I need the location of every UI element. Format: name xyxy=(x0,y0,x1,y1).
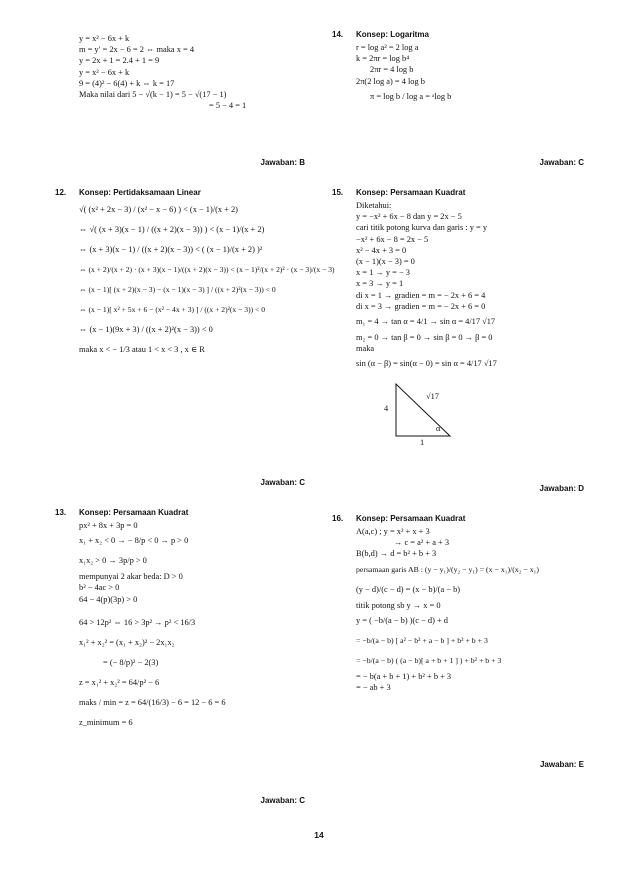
section-title-text: Konsep: Persamaan Kuadrat xyxy=(79,508,189,517)
section-title xyxy=(55,188,305,197)
triangle-side-label: 4 xyxy=(384,404,389,414)
math-line: y = x² − 6x + k xyxy=(79,34,130,43)
section-13-body xyxy=(79,520,305,733)
math-line: √( (x² + 2x − 3) / (x² − x − 6) ) < (x − 1)/(x + 2) xyxy=(79,205,238,214)
math-line: → c = a² + a + 3 xyxy=(394,538,450,548)
math-line: r = log a² = 2 log a xyxy=(356,43,419,52)
math-line: 64 > 12p² ⇔ 16 > 3p² → p² < 16/3 xyxy=(79,617,196,627)
section-14 xyxy=(332,30,584,170)
math-line: x₁x₂ > 0 → 3p/p > 0 xyxy=(79,556,147,566)
math-line: y = −x² + 6x − 8 dan y = 2x − 5 xyxy=(356,212,462,222)
section-16 xyxy=(332,514,584,774)
section-number: 12. xyxy=(55,188,67,197)
math-line: ⇔ (x − 1)(9x + 3) / ((x + 2)²(x − 3)) < 0 xyxy=(79,325,213,334)
math-line: b² − 4ac > 0 xyxy=(79,583,120,593)
math-line: B(b,d) → d = b² + b + 3 xyxy=(356,549,437,559)
section-title-text: Konsep: Logaritma xyxy=(356,30,429,39)
section-title-text: Konsep: Pertidaksamaan Linear xyxy=(79,188,201,197)
answer-label: Jawaban: D xyxy=(539,484,584,493)
math-line: x = 3 → y = 1 xyxy=(356,279,404,289)
math-line: −x² + 6x − 8 = 2x − 5 xyxy=(356,234,429,244)
triangle-angle-label: α xyxy=(436,424,441,434)
section-title xyxy=(332,514,584,523)
answer-label: Jawaban: C xyxy=(260,796,305,805)
math-line: = (− 8/p)² − 2(3) xyxy=(103,657,159,667)
math-line: k = 2πr = log b⁴ xyxy=(356,54,410,64)
math-line: = − b(a + b + 1) + b² + b + 3 xyxy=(356,671,452,681)
section-number: 13. xyxy=(55,508,67,517)
triangle-base-label: 1 xyxy=(420,438,425,448)
section-13 xyxy=(55,508,305,808)
math-line: (x − 1)(x − 3) = 0 xyxy=(356,257,415,267)
math-line: sin (α − β) = sin(α − 0) = sin α = 4/17 √17 xyxy=(356,359,497,369)
math-line: ⇔ (x − 1)[ x² + 5x + 6 − (x² − 4x + 3) ] / ((x + 2)²(x − 3)) < 0 xyxy=(79,305,266,314)
math-line: 2πr = 4 log b xyxy=(370,65,414,75)
math-line: x = 1 → y = − 3 xyxy=(356,268,410,278)
math-line: ⇔ (x − 1)[ (x + 2)(x − 3) − (x − 1)(x − 3) ] / ((x + 2)²(x − 3)) < 0 xyxy=(79,285,276,294)
section-16-body xyxy=(356,526,584,693)
math-line: = −b/(a − b) ( (a − b)[ a + b + 1 ] ) + b² + b + 3 xyxy=(356,655,502,665)
right-triangle-diagram xyxy=(366,378,486,448)
math-line: Maka nilai dari 5 − √(k − 1) = 5 − √(17 − 1) xyxy=(79,90,227,100)
math-line: z = x₁² + x₂² = 64/p² − 6 xyxy=(79,677,160,687)
math-line: x₁ + x₂ < 0 → − 8/p < 0 → p > 0 xyxy=(79,536,189,546)
math-line: y = x² − 6x + k xyxy=(79,67,130,77)
section-number: 16. xyxy=(332,514,344,523)
math-line: π = log b / log a = ᵃlog b xyxy=(370,91,452,101)
math-line: x₁² + x₂² = (x₁ + x₂)² − 2x₁x₂ xyxy=(79,637,175,647)
section-title-text: Konsep: Persamaan Kuadrat xyxy=(356,188,466,197)
math-line: y = ( −b/(a − b) )(c − d) + d xyxy=(356,615,448,625)
section-15 xyxy=(332,188,584,498)
math-line: m₂ = 0 → tan β = 0 → sin β = 0 → β = 0 xyxy=(356,333,493,343)
math-line: (y − d)/(c − d) = (x − b)/(a − b) xyxy=(356,584,461,594)
math-line: = −b/(a − b) [ a² − b² + a − b ] + b² + b + 3 xyxy=(356,635,488,645)
section-15-body xyxy=(356,200,584,448)
math-line: maka x < − 1/3 atau 1 < x < 3 , x ∈ R xyxy=(79,345,205,354)
triangle-shape xyxy=(366,378,486,448)
section-11 xyxy=(55,30,305,170)
triangle-hyp-label: √17 xyxy=(426,392,439,402)
section-number: 15. xyxy=(332,188,344,197)
math-line: px² + 8x + 3p = 0 xyxy=(79,521,138,530)
section-title xyxy=(332,30,584,39)
math-line: z_minimum = 6 xyxy=(79,717,133,727)
math-line: Diketahui: xyxy=(356,201,392,210)
math-line: maks / min = z = 64/(16/3) − 6 = 12 − 6 = 6 xyxy=(79,697,226,707)
section-title xyxy=(332,188,584,197)
math-line: = − ab + 3 xyxy=(356,683,391,693)
math-line: maka xyxy=(356,344,375,354)
page-number: 14 xyxy=(314,830,324,840)
math-line: ⇔ (x + 2)/(x + 2) · (x + 3)(x − 1)/((x + 2)(x − 3)) < (x − 1)²/(x + 2)² · (x − 3)/(x − 3) xyxy=(79,265,335,274)
math-line: 9 = (4)² − 6(4) + k ⇔ k = 17 xyxy=(79,78,175,88)
math-line: di x = 1 → gradien = m = − 2x + 6 = 4 xyxy=(356,290,486,300)
math-line: y = 2x + 1 = 2.4 + 1 = 9 xyxy=(79,56,160,66)
math-line: cari titik potong kurva dan garis : y = y xyxy=(356,223,488,233)
section-12 xyxy=(55,188,335,488)
answer-label: Jawaban: C xyxy=(260,478,305,487)
math-line: 64 − 4(p)(3p) > 0 xyxy=(79,594,138,604)
answer-label: Jawaban: E xyxy=(539,760,584,769)
math-line: ⇔ √( (x + 3)(x − 1) / ((x + 2)(x − 3)) ) < (x − 1)/(x + 2) xyxy=(79,225,265,234)
math-line: 2π(2 log a) = 4 log b xyxy=(356,76,425,86)
math-line: persamaan garis AB : (y − y₁)/(y₂ − y₁) = (x − x₁)/(x₂ − x₁) xyxy=(356,564,539,574)
section-number: 14. xyxy=(332,30,344,39)
section-12-body xyxy=(79,200,335,360)
section-11-body xyxy=(79,33,305,111)
math-line: A(a,c) ; y = x² + x + 3 xyxy=(356,527,430,536)
math-line: x² − 4x + 3 = 0 xyxy=(356,245,407,255)
math-line: m = y′ = 2x − 6 = 2 ⇔ maka x = 4 xyxy=(79,45,195,55)
math-line: di x = 3 → gradien = m = − 2x + 6 = 0 xyxy=(356,301,486,311)
math-line: mempunyai 2 akar beda: D > 0 xyxy=(79,572,183,582)
section-title xyxy=(55,508,305,517)
answer-label: Jawaban: B xyxy=(260,158,305,167)
answer-label: Jawaban: C xyxy=(539,158,584,167)
section-title-text: Konsep: Persamaan Kuadrat xyxy=(356,514,466,523)
math-line: ⇔ (x + 3)(x − 1) / ((x + 2)(x − 3)) < ( (x − 1)/(x + 2) )² xyxy=(79,245,263,254)
math-line: = 5 − 4 = 1 xyxy=(209,101,247,111)
math-line: titik potong sb y → x = 0 xyxy=(356,600,441,610)
section-14-body xyxy=(356,42,584,107)
math-line: m₁ = 4 → tan α = 4/1 → sin α = 4/17 √17 xyxy=(356,317,496,327)
